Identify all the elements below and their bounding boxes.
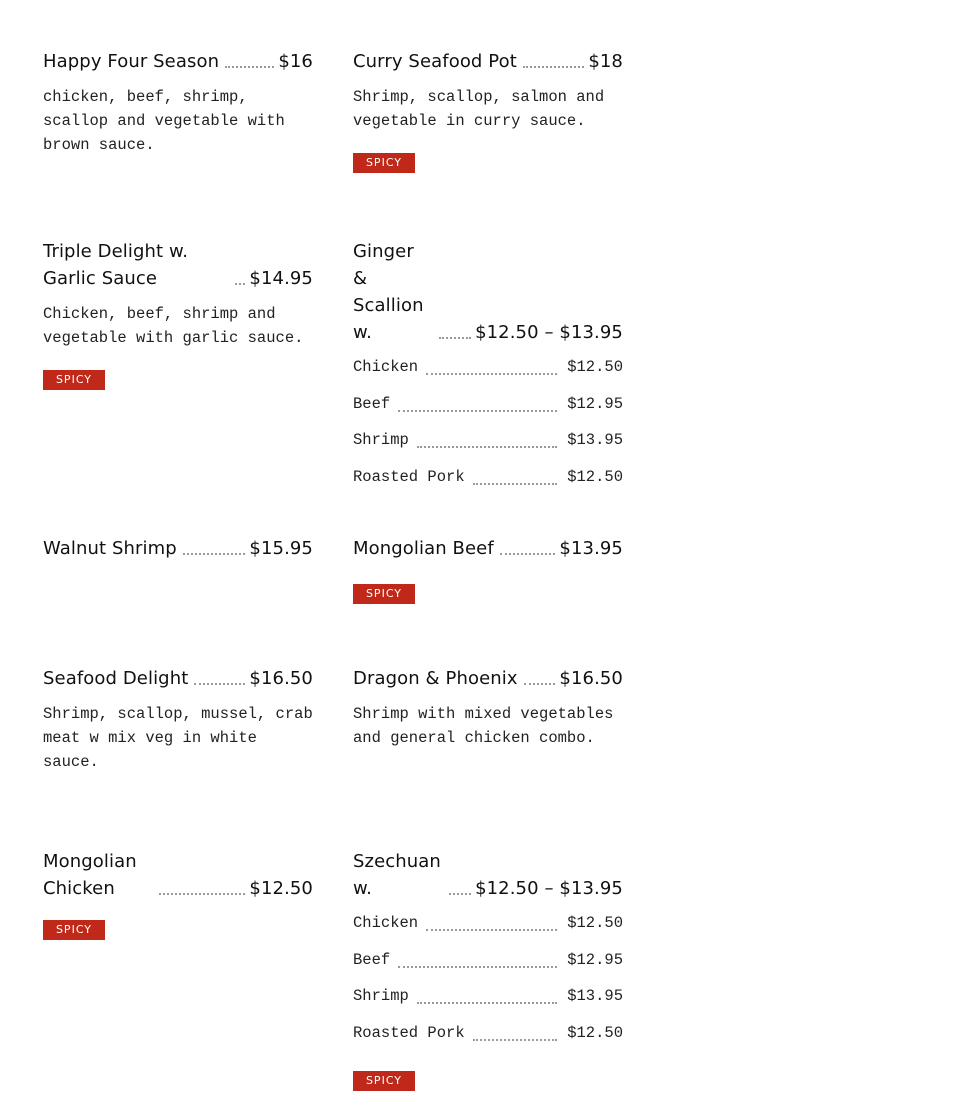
item-description: chicken, beef, shrimp, scallop and vegetable with brown sauce.	[43, 88, 285, 154]
spicy-badge: SPICY	[353, 1071, 415, 1091]
variant-price: $12.95	[567, 394, 623, 413]
leader-dots	[473, 483, 558, 485]
item-name: Triple Delight w. Garlic Sauce	[43, 241, 189, 289]
item-price: $12.50	[249, 878, 313, 899]
item-price: $12.50 – $13.95	[475, 322, 623, 343]
variant-row	[353, 355, 623, 379]
variant-price: $12.50	[567, 914, 623, 932]
variant-price: $12.95	[567, 950, 623, 969]
item-title-row	[353, 238, 623, 346]
variant-list	[353, 911, 623, 1045]
leader-dots	[426, 373, 557, 375]
item-title-row	[353, 848, 623, 902]
item-price: $13.95	[559, 538, 623, 559]
variant-label: Roasted Pork	[353, 1023, 465, 1042]
item-price: $12.50 – $13.95	[475, 878, 623, 899]
menu-item-dragon-phoenix	[353, 665, 623, 750]
leader-dots	[417, 446, 557, 448]
variant-row	[353, 935, 623, 972]
item-title-row	[353, 48, 623, 75]
item-title-row	[43, 48, 313, 75]
item-price: $14.95	[249, 268, 313, 289]
leader-dots	[524, 683, 556, 685]
leader-dots	[398, 966, 557, 968]
leader-dots	[159, 893, 245, 895]
menu-item-mongolian-chicken	[43, 848, 313, 940]
item-name: Dragon & Phoenix	[353, 668, 518, 689]
variant-list	[353, 355, 623, 489]
leader-dots	[225, 66, 274, 68]
spicy-badge: SPICY	[43, 920, 105, 940]
item-description: Shrimp, scallop, salmon and vegetable in curry sauce.	[353, 88, 605, 130]
menu-item-walnut-shrimp	[43, 535, 313, 562]
item-name: Mongolian Beef	[353, 538, 494, 559]
item-price: $18	[588, 51, 623, 72]
variant-label: Shrimp	[353, 431, 409, 449]
menu-item-seafood-delight	[43, 665, 313, 774]
variant-label: Shrimp	[353, 987, 409, 1005]
variant-row	[353, 911, 623, 935]
item-name: Mongolian Chicken	[43, 851, 137, 899]
variant-price: $13.95	[567, 987, 623, 1005]
item-price: $15.95	[249, 538, 313, 559]
variant-row	[353, 379, 623, 416]
leader-dots	[473, 1039, 558, 1041]
variant-label: Chicken	[353, 914, 419, 932]
item-name: Seafood Delight	[43, 668, 189, 689]
leader-dots	[439, 337, 471, 339]
item-name: Szechuan w.	[353, 851, 441, 899]
item-price: $16.50	[559, 668, 623, 689]
menu-item-ginger-scallion	[353, 238, 623, 489]
spicy-badge: SPICY	[43, 370, 105, 390]
item-title-row	[43, 848, 313, 902]
variant-label: Roasted Pork	[353, 467, 465, 486]
variant-row	[353, 1008, 623, 1045]
leader-dots	[417, 1002, 557, 1004]
item-name: Curry Seafood Pot	[353, 51, 517, 72]
leader-dots	[183, 553, 246, 555]
variant-label: Beef	[353, 394, 391, 413]
leader-dots	[449, 893, 471, 895]
item-price: $16.50	[249, 668, 313, 689]
item-name: Happy Four Season	[43, 51, 220, 72]
variant-price: $13.95	[567, 431, 623, 449]
leader-dots	[194, 683, 245, 685]
variant-label: Beef	[353, 950, 391, 969]
item-title-row	[43, 238, 313, 292]
variant-row	[353, 452, 623, 489]
variant-row	[353, 972, 623, 1009]
variant-price: $12.50	[567, 358, 623, 376]
menu-item-happy-four-season	[43, 48, 313, 157]
menu-item-mongolian-beef	[353, 535, 623, 604]
item-description: Shrimp with mixed vegetables and general chicken combo.	[353, 705, 614, 747]
menu-item-szechuan	[353, 848, 623, 1091]
menu-item-curry-seafood-pot	[353, 48, 623, 173]
item-title-row	[43, 535, 313, 562]
leader-dots	[426, 929, 557, 931]
variant-price: $12.50	[567, 467, 623, 486]
item-name: Ginger & Scallion w.	[353, 241, 424, 343]
menu-item-triple-delight	[43, 238, 313, 390]
leader-dots	[500, 553, 556, 555]
variant-price: $12.50	[567, 1023, 623, 1042]
item-title-row	[43, 665, 313, 692]
item-title-row	[353, 665, 623, 692]
variant-label: Chicken	[353, 358, 419, 376]
spicy-badge: SPICY	[353, 153, 415, 173]
item-price: $16	[278, 51, 313, 72]
item-name: Walnut Shrimp	[43, 538, 177, 559]
leader-dots	[523, 66, 584, 68]
leader-dots	[235, 283, 245, 285]
variant-row	[353, 416, 623, 453]
item-title-row	[353, 535, 623, 562]
item-description: Shrimp, scallop, mussel, crab meat w mix veg in white sauce.	[43, 705, 313, 771]
item-description: Chicken, beef, shrimp and vegetable with garlic sauce.	[43, 305, 304, 347]
spicy-badge: SPICY	[353, 584, 415, 604]
leader-dots	[398, 410, 557, 412]
